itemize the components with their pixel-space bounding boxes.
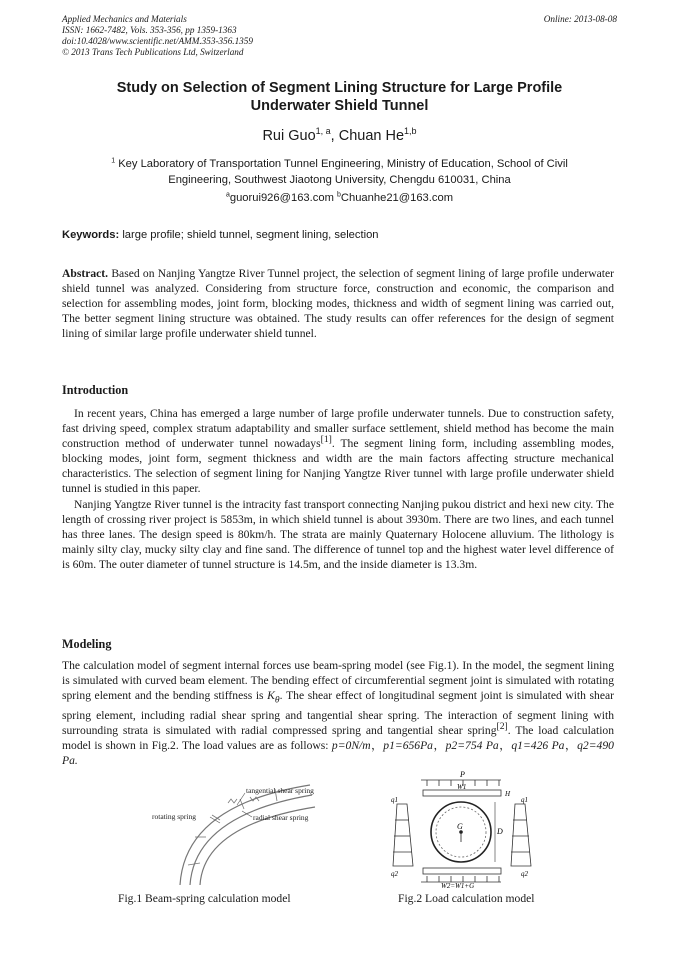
abstract-text: Based on Nanjing Yangtze River Tunnel project, the selection of segment lining of large profile underwater shield tunnel was analyzed. Considering from structure force, construction and economic, the comparison and selection for assembling modes, joint form, blocking modes, thickness and width of segment lining was carried out, The better segment lining structure was obtained. The study results can offer references for the design of segment lining of similar large profile underwater shield tunnel. bbox=[62, 267, 614, 341]
affiliation-line: Engineering, Southwest Jiaotong University, Chengdu 610031, China bbox=[168, 174, 511, 186]
paper-title bbox=[62, 79, 617, 115]
tunnel-ring bbox=[431, 802, 491, 862]
figure-caption: Fig.1 Beam-spring calculation model bbox=[118, 892, 291, 905]
beam-spring-figure bbox=[140, 775, 370, 885]
label-q2-left: q2 bbox=[391, 870, 398, 878]
citation[interactable]: [1] bbox=[320, 434, 332, 446]
email-link[interactable]: guorui926@163.com bbox=[229, 192, 334, 204]
stiffness-symbol: K bbox=[267, 689, 275, 703]
author-affil-mark: 1,b bbox=[404, 126, 417, 137]
bottom-load-arrows bbox=[421, 868, 501, 882]
section-heading-modeling: Modeling bbox=[62, 637, 112, 651]
side-pressure-left bbox=[393, 804, 413, 866]
title-line: Study on Selection of Segment Lining Structure for Large Profile bbox=[116, 80, 563, 96]
list-separator: ， bbox=[370, 738, 384, 752]
paragraph-text: The calculation model of segment internal forces use beam-spring model (see Fig.1). In the model, the segment lining is simulated with curved beam element. The bending effect of circumferential segment joint is simulated with rotating spring element and the bending stiffness is bbox=[62, 659, 614, 703]
load-value: q2=490 Pa. bbox=[62, 738, 614, 767]
label-rotating-spring: rotating spring bbox=[152, 812, 196, 821]
load-value: p2=754 Pa bbox=[445, 738, 499, 752]
keywords-label: Keywords: bbox=[62, 229, 120, 241]
doi: doi:10.4028/www.scientific.net/AMM.353-356.1359 bbox=[62, 36, 253, 46]
section-heading-introduction: Introduction bbox=[62, 383, 129, 397]
online-date: Online: 2013-08-08 bbox=[543, 14, 617, 24]
email-mark: b bbox=[337, 191, 341, 199]
paragraph: Nanjing Yangtze River tunnel is the intracity fast transport connecting Nanjing pukou district and hexi new city. The length of crossing river project is 5853m, in which shield tunnel is about 3930m. There are two lines, and each tunnel has three lanes. The design speed is 80km/h. The strata are mainly Quaternary Holocene alluvium. The lithology is mainly silty clay, mucky silty clay and fine sand. The difference of tunnel top and the highest water level difference of is 60m. The outer diameter of tunnel structure is 14.5m, and the inside diameter is 13.3m. bbox=[62, 497, 614, 571]
title-line: Underwater Shield Tunnel bbox=[250, 98, 429, 114]
author-name: Rui Guo bbox=[262, 128, 316, 144]
email-mark: a bbox=[225, 191, 230, 199]
figure-caption: Fig.2 Load calculation model bbox=[398, 892, 535, 905]
list-separator: ， bbox=[432, 738, 446, 752]
label-H: H bbox=[505, 790, 511, 798]
label-radial-shear-spring: radial shear spring bbox=[253, 813, 309, 822]
introduction-body bbox=[62, 406, 614, 572]
label-D: D bbox=[497, 827, 503, 836]
label-W1: W1 bbox=[457, 783, 467, 791]
keywords bbox=[62, 229, 617, 241]
email-line bbox=[62, 192, 617, 204]
load-value: p=0N/m bbox=[331, 738, 371, 752]
author-separator: , bbox=[330, 128, 339, 144]
affiliation-mark: 1 bbox=[111, 157, 116, 165]
side-pressure-right bbox=[511, 804, 531, 866]
author-list bbox=[62, 128, 617, 144]
label-W2: W2=W1+G bbox=[441, 882, 475, 888]
issn: ISSN: 1662-7482, Vols. 353-356, pp 1359-1363 bbox=[62, 25, 237, 35]
journal-header bbox=[62, 14, 617, 58]
citation[interactable]: [2] bbox=[496, 720, 508, 732]
load-value: q1=426 Pa bbox=[511, 738, 565, 752]
list-separator: ， bbox=[498, 738, 512, 752]
paragraph bbox=[62, 406, 614, 497]
copyright: © 2013 Trans Tech Publications Ltd, Switzerland bbox=[62, 47, 244, 57]
paragraph-text: In recent years, China has emerged a large number of large profile underwater tunnels. Due to construction safety, fast driving speed, complex stratum adaptability and smaller surface settlement, shield method has become the main construction method of underwater tunnel nowadays bbox=[62, 407, 614, 451]
list-separator: ， bbox=[564, 738, 578, 752]
abstract-label: Abstract. bbox=[62, 267, 109, 280]
journal-name: Applied Mechanics and Materials bbox=[62, 14, 187, 24]
stiffness-subscript: θ bbox=[274, 694, 280, 706]
label-q1-right: q1 bbox=[521, 796, 528, 804]
load-model-figure bbox=[383, 770, 543, 888]
label-q1-left: q1 bbox=[391, 796, 398, 804]
abstract bbox=[62, 266, 614, 341]
label-q2-right: q2 bbox=[521, 870, 528, 878]
load-value: p1=656Pa bbox=[383, 738, 433, 752]
affiliation bbox=[62, 156, 617, 188]
spring-elements bbox=[188, 789, 277, 865]
segment-lining-arcs bbox=[180, 785, 315, 885]
email-link[interactable]: Chuanhe21@163.com bbox=[340, 192, 454, 204]
paragraph bbox=[62, 658, 614, 768]
paragraph-text: . The segment lining form, including assembling modes, blocking modes, joint form, segment thickness and width are the main factors affecting structure mechanical characteristics. The selection of segment lining for Nanjing Yangtze River tunnel with large profile underwater shield tunnel is studied in this paper. bbox=[62, 437, 614, 496]
keywords-text: large profile; shield tunnel, segment lining, selection bbox=[122, 229, 379, 241]
author-name: Chuan He bbox=[338, 128, 405, 144]
affiliation-line: Key Laboratory of Transportation Tunnel Engineering, Ministry of Education, School of Civil bbox=[118, 158, 568, 170]
label-P: P bbox=[460, 770, 465, 779]
label-G: G bbox=[457, 822, 463, 831]
paragraph-text: . The shear effect of longitudinal segment joint is simulated with shear spring element, including radial shear spring and tangential shear spring. The interaction of segment lining with surrounding strata is simulated with radial compressed spring and tangential shear spring bbox=[62, 689, 614, 737]
modeling-body bbox=[62, 658, 614, 768]
author-affil-mark: 1, a bbox=[315, 126, 331, 137]
paragraph-text: . The load calculation model is shown in Fig.2. The load values are as follows: bbox=[62, 723, 615, 752]
label-tangential-shear-spring: tangential shear spring bbox=[246, 786, 314, 795]
